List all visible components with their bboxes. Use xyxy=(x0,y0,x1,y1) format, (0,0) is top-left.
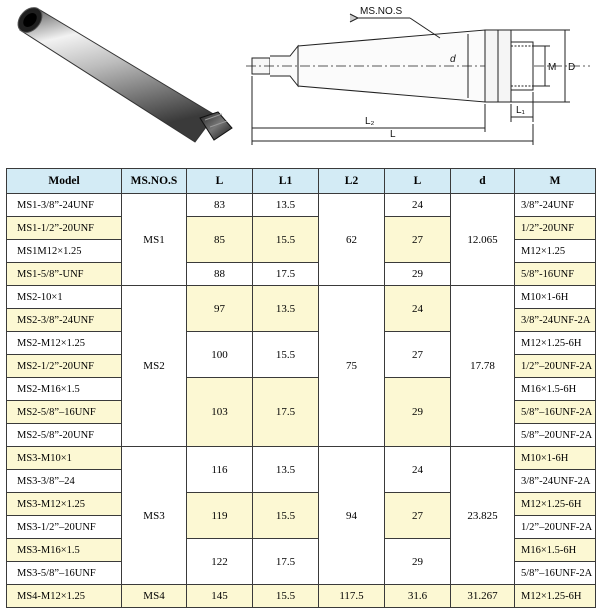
model-cell: MS3-M10×1 xyxy=(7,447,122,470)
model-cell: MS2-1/2”-20UNF xyxy=(7,355,122,378)
l-cell: 119 xyxy=(187,493,253,539)
l-cell: 85 xyxy=(187,217,253,263)
ms-no-label: MS.NO.S xyxy=(360,6,403,17)
l1-cell: 15.5 xyxy=(253,585,319,608)
dim-l1-label: L₁ xyxy=(516,105,525,116)
model-cell: MS3-1/2”–20UNF xyxy=(7,516,122,539)
l-thread-cell: 27 xyxy=(385,332,451,378)
d-cell: 17.78 xyxy=(451,286,515,447)
l1-cell: 13.5 xyxy=(253,194,319,217)
l-cell: 145 xyxy=(187,585,253,608)
model-cell: MS1M12×1.25 xyxy=(7,240,122,263)
m-cell: M10×1-6H xyxy=(515,447,596,470)
model-cell: MS2-M16×1.5 xyxy=(7,378,122,401)
l-cell: 103 xyxy=(187,378,253,447)
l-cell: 88 xyxy=(187,263,253,286)
technical-drawing xyxy=(240,0,600,162)
m-cell: M16×1.5-6H xyxy=(515,378,596,401)
l2-cell: 94 xyxy=(319,447,385,585)
l-thread-cell: 29 xyxy=(385,539,451,585)
m-cell: M12×1.25 xyxy=(515,240,596,263)
l-cell: 100 xyxy=(187,332,253,378)
dim-m-label: M xyxy=(548,62,557,73)
m-cell: 1/2”-20UNF xyxy=(515,217,596,240)
d-cell: 23.825 xyxy=(451,447,515,585)
l2-cell: 117.5 xyxy=(319,585,385,608)
dim-l2-label: L₂ xyxy=(365,116,375,127)
group-cell: MS2 xyxy=(122,286,187,447)
m-cell: 5/8”-16UNF xyxy=(515,263,596,286)
m-cell: M12×1.25-6H xyxy=(515,493,596,516)
l-thread-cell: 24 xyxy=(385,286,451,332)
group-cell: MS4 xyxy=(122,585,187,608)
model-cell: MS2-5/8”-20UNF xyxy=(7,424,122,447)
model-cell: MS2-10×1 xyxy=(7,286,122,309)
header-l2: L2 xyxy=(319,169,385,194)
model-cell: MS3-M16×1.5 xyxy=(7,539,122,562)
l2-cell: 62 xyxy=(319,194,385,286)
header-l: L xyxy=(187,169,253,194)
l2-cell: 75 xyxy=(319,286,385,447)
m-cell: 3/8”-24UNF-2A xyxy=(515,309,596,332)
l-thread-cell: 27 xyxy=(385,493,451,539)
dim-d-label: d xyxy=(450,54,456,65)
table-row xyxy=(7,447,596,470)
m-cell: M12×1.25-6H xyxy=(515,585,596,608)
m-cell: M16×1.5-6H xyxy=(515,539,596,562)
l1-cell: 15.5 xyxy=(253,493,319,539)
model-cell: MS3-5/8”–16UNF xyxy=(7,562,122,585)
model-cell: MS3-3/8”–24 xyxy=(7,470,122,493)
m-cell: 5/8”–16UNF-2A xyxy=(515,562,596,585)
l-cell: 83 xyxy=(187,194,253,217)
l-thread-cell: 31.6 xyxy=(385,585,451,608)
header-l-thread: L xyxy=(385,169,451,194)
l-thread-cell: 27 xyxy=(385,217,451,263)
table-row xyxy=(7,194,596,217)
model-cell: MS3-M12×1.25 xyxy=(7,493,122,516)
header-d: d xyxy=(451,169,515,194)
header-m: M xyxy=(515,169,596,194)
model-cell: MS2-5/8”–16UNF xyxy=(7,401,122,424)
dim-big-d-label: D xyxy=(568,62,576,73)
model-cell: MS2-M12×1.25 xyxy=(7,332,122,355)
model-cell: MS1-5/8”-UNF xyxy=(7,263,122,286)
table-row xyxy=(7,286,596,309)
m-cell: 5/8”–16UNF-2A xyxy=(515,401,596,424)
l-thread-cell: 29 xyxy=(385,378,451,447)
l1-cell: 15.5 xyxy=(253,332,319,378)
header-l1: L1 xyxy=(253,169,319,194)
table-row xyxy=(7,585,596,608)
l-thread-cell: 29 xyxy=(385,263,451,286)
spec-table xyxy=(6,168,596,608)
header-model: Model xyxy=(7,169,122,194)
l1-cell: 17.5 xyxy=(253,263,319,286)
group-cell: MS1 xyxy=(122,194,187,286)
l1-cell: 13.5 xyxy=(253,286,319,332)
m-cell: M12×1.25-6H xyxy=(515,332,596,355)
l-cell: 122 xyxy=(187,539,253,585)
dim-l-label: L xyxy=(390,129,396,140)
l1-cell: 13.5 xyxy=(253,447,319,493)
l-thread-cell: 24 xyxy=(385,447,451,493)
l-cell: 116 xyxy=(187,447,253,493)
d-cell: 31.267 xyxy=(451,585,515,608)
model-cell: MS1-1/2”-20UNF xyxy=(7,217,122,240)
model-cell: MS4-M12×1.25 xyxy=(7,585,122,608)
l1-cell: 15.5 xyxy=(253,217,319,263)
d-cell: 12.065 xyxy=(451,194,515,286)
product-photo xyxy=(0,0,235,160)
group-cell: MS3 xyxy=(122,447,187,585)
m-cell: 1/2”–20UNF-2A xyxy=(515,516,596,539)
m-cell: 3/8”-24UNF xyxy=(515,194,596,217)
model-cell: MS2-3/8”-24UNF xyxy=(7,309,122,332)
m-cell: M10×1-6H xyxy=(515,286,596,309)
table-header-row xyxy=(7,169,596,194)
m-cell: 5/8”–20UNF-2A xyxy=(515,424,596,447)
l-thread-cell: 24 xyxy=(385,194,451,217)
m-cell: 1/2”–20UNF-2A xyxy=(515,355,596,378)
l1-cell: 17.5 xyxy=(253,378,319,447)
product-figure xyxy=(0,0,600,162)
model-cell: MS1-3/8”-24UNF xyxy=(7,194,122,217)
l-cell: 97 xyxy=(187,286,253,332)
header-ms-no: MS.NO.S xyxy=(122,169,187,194)
m-cell: 3/8”-24UNF-2A xyxy=(515,470,596,493)
l1-cell: 17.5 xyxy=(253,539,319,585)
